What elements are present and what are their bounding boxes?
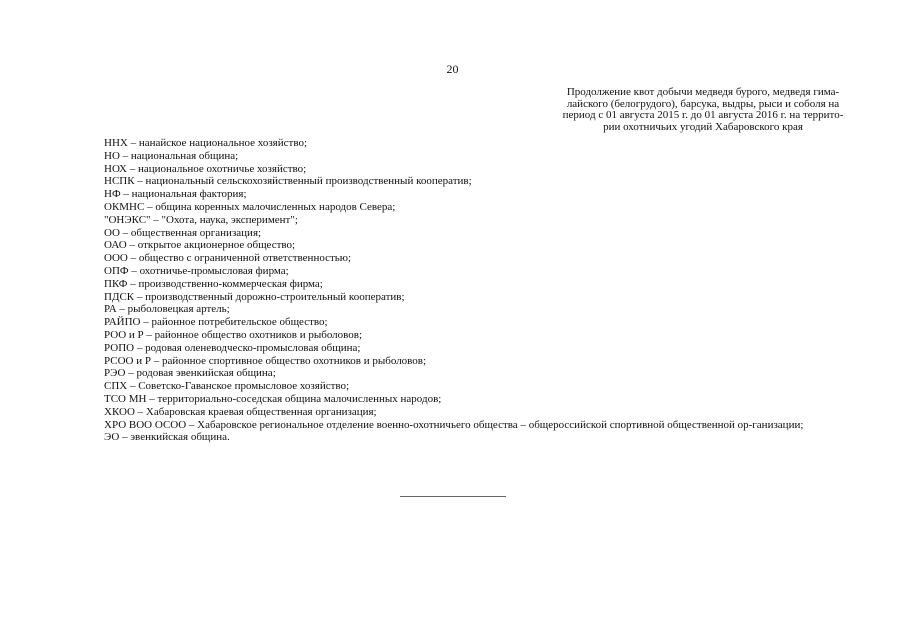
abbreviation-list — [104, 137, 876, 444]
abbreviation-item: ЭО – эвенкийская община. — [104, 431, 230, 444]
abbreviation-item: "ОНЭКС" – "Охота, наука, эксперимент"; — [104, 213, 298, 226]
abbreviation-item: СПХ – Советско-Гаванское промысловое хозяйство; — [104, 380, 350, 393]
abbreviation-item: ОПФ – охотничье-промысловая фирма; — [104, 264, 289, 277]
abbreviation-item: РСОО и Р – районное спортивное общество охотников и рыболовов; — [104, 354, 427, 367]
header-line: Продолжение квот добычи медведя бурого, медведя гима- — [566, 86, 840, 98]
header-line: лайского (белогрудого), барсука, выдры, рыси и соболя на — [566, 97, 840, 110]
abbreviation-item: НФ – национальная фактория; — [104, 188, 247, 201]
abbreviation-item: ТСО МН – территориально-соседская община малочисленных народов; — [104, 392, 442, 405]
abbreviation-item: ПДСК – производственный дорожно-строительный кооператив; — [104, 290, 405, 303]
page-number: 20 — [446, 62, 459, 76]
abbreviation-item: ОКМНС – община коренных малочисленных народов Севера; — [104, 200, 396, 213]
abbreviation-item: ХКОО – Хабаровская краевая общественная организация; — [104, 405, 377, 418]
abbreviation-item: ОАО – открытое акционерное общество; — [104, 239, 296, 252]
abbreviation-item: РА – рыболовецкая артель; — [104, 303, 230, 316]
abbreviation-item: РЭО – родовая эвенкийская община; — [104, 367, 276, 380]
continuation-header — [532, 87, 874, 133]
header-line: период с 01 августа 2015 г. до 01 августа 2016 г. на террито- — [562, 109, 844, 121]
abbreviation-item: ООО – общество с ограниченной ответственностью; — [104, 252, 352, 265]
abbreviation-item: НО – национальная община; — [104, 149, 239, 162]
abbreviation-item: РАЙПО – районное потребительское общество; — [104, 316, 328, 329]
abbreviation-item: РОПО – родовая оленеводческо-промысловая община; — [104, 341, 361, 354]
footer-divider — [400, 496, 506, 497]
abbreviation-item: НСПК – национальный сельскохозяйственный производственный кооператив; — [104, 175, 472, 188]
abbreviation-item: ПКФ – производственно-коммерческая фирма; — [104, 277, 323, 290]
abbreviation-item: ННХ – нанайское национальное хозяйство; — [104, 137, 307, 149]
abbreviation-item: РОО и Р – районное общество охотников и рыболовов; — [104, 328, 363, 341]
header-line: рии охотничьих угодий Хабаровского края — [603, 120, 803, 133]
abbreviation-item: ОО – общественная организация; — [104, 226, 262, 239]
abbreviation-item: НОХ – национальное охотничье хозяйство; — [104, 162, 307, 175]
abbreviation-item: ХРО ВОО ОСОО – Хабаровское региональное отделение военно-охотничьего общества – общероссийской спортивной общественной ор-ганизации; — [104, 418, 804, 431]
